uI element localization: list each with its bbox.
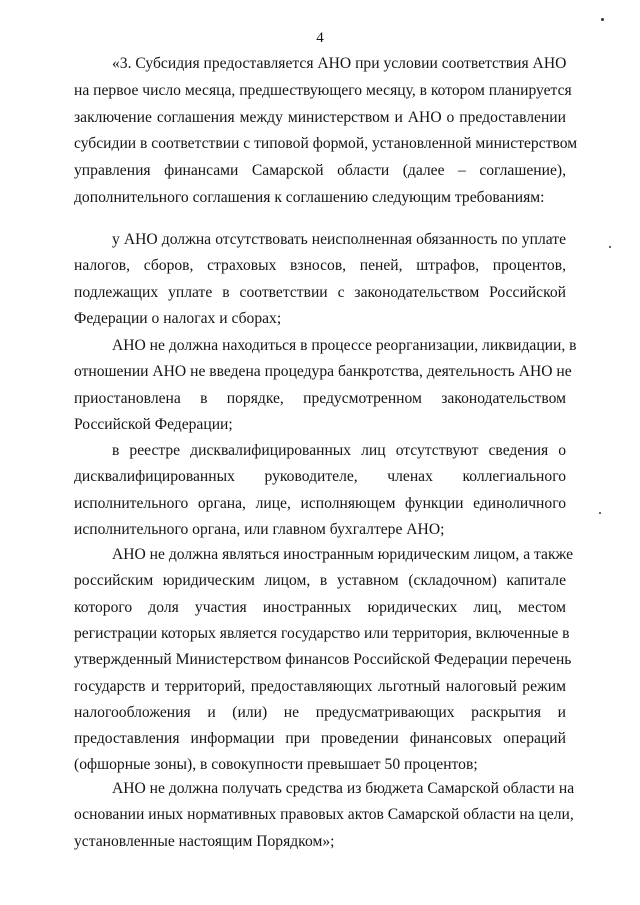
text-line: предоставления информации при проведении финансовых операций bbox=[74, 730, 566, 748]
text-line: отношении АНО не введена процедура банкротства, деятельность АНО не bbox=[74, 363, 572, 381]
text-line: «3. Субсидия предоставляется АНО при условии соответствия АНО bbox=[112, 55, 567, 72]
text-line: установленные настоящим Порядком»; bbox=[74, 832, 335, 850]
text-line: государств и территорий, предоставляющих льготный налоговый режим bbox=[74, 677, 566, 695]
page-number: 4 bbox=[316, 30, 324, 46]
text-line: регистрации которых является государство или территория, включенные в bbox=[74, 624, 570, 642]
text-line: (офшорные зоны), в совокупности превышает 50 процентов; bbox=[74, 756, 478, 774]
text-line: субсидии в соответствии с типовой формой, установленной министерством bbox=[74, 135, 578, 153]
text-line: на первое число месяца, предшествующего месяцу, в котором планируется bbox=[74, 81, 572, 99]
scan-speck bbox=[599, 512, 601, 514]
text-line: управления финансами Самарской области (далее – соглашение), bbox=[74, 162, 566, 180]
text-line: подлежащих уплате в соответствии с законодательством Российской bbox=[74, 283, 566, 301]
text-line: основании иных нормативных правовых актов Самарской области на цели, bbox=[74, 806, 574, 824]
text-line: Российской Федерации; bbox=[74, 415, 233, 433]
text-line: дополнительного соглашения к соглашению следующим требованиям: bbox=[74, 189, 545, 206]
text-line: АНО не должна являться иностранным юридическим лицом, а также bbox=[112, 546, 574, 563]
text-line: АНО не должна находиться в процессе реорганизации, ликвидации, в bbox=[112, 337, 577, 354]
text-line: налогов, сборов, страховых взносов, пеней, штрафов, процентов, bbox=[74, 257, 566, 275]
text-line: исполнительного органа, лице, исполняющем функции единоличного bbox=[74, 494, 566, 512]
text-line: приостановлена в порядке, предусмотренном законодательством bbox=[74, 389, 566, 407]
text-line: российским юридическим лицом, в уставном (складочном) капитале bbox=[74, 572, 566, 590]
scan-speck bbox=[601, 18, 604, 21]
text-line: в реестре дисквалифицированных лиц отсутствуют сведения о bbox=[112, 442, 566, 459]
scan-speck bbox=[609, 246, 611, 248]
text-line: у АНО должна отсутствовать неисполненная обязанность по уплате bbox=[112, 231, 566, 248]
text-line: заключение соглашения между министерством и АНО о предоставлении bbox=[74, 108, 566, 126]
text-line: Федерации о налогах и сборах; bbox=[74, 309, 282, 327]
text-line: утвержденный Министерством финансов Российской Федерации перечень bbox=[74, 651, 572, 669]
text-line: дисквалифицированных руководителе, членах коллегиального bbox=[74, 468, 566, 486]
text-line: АНО не должна получать средства из бюджета Самарской области на bbox=[112, 780, 575, 797]
text-line: исполнительного органа, или главном бухгалтере АНО; bbox=[74, 520, 445, 538]
text-line: которого доля участия иностранных юридических лиц, местом bbox=[74, 598, 566, 616]
text-line: налогообложения и (или) не предусматривающих раскрытия и bbox=[74, 703, 566, 721]
